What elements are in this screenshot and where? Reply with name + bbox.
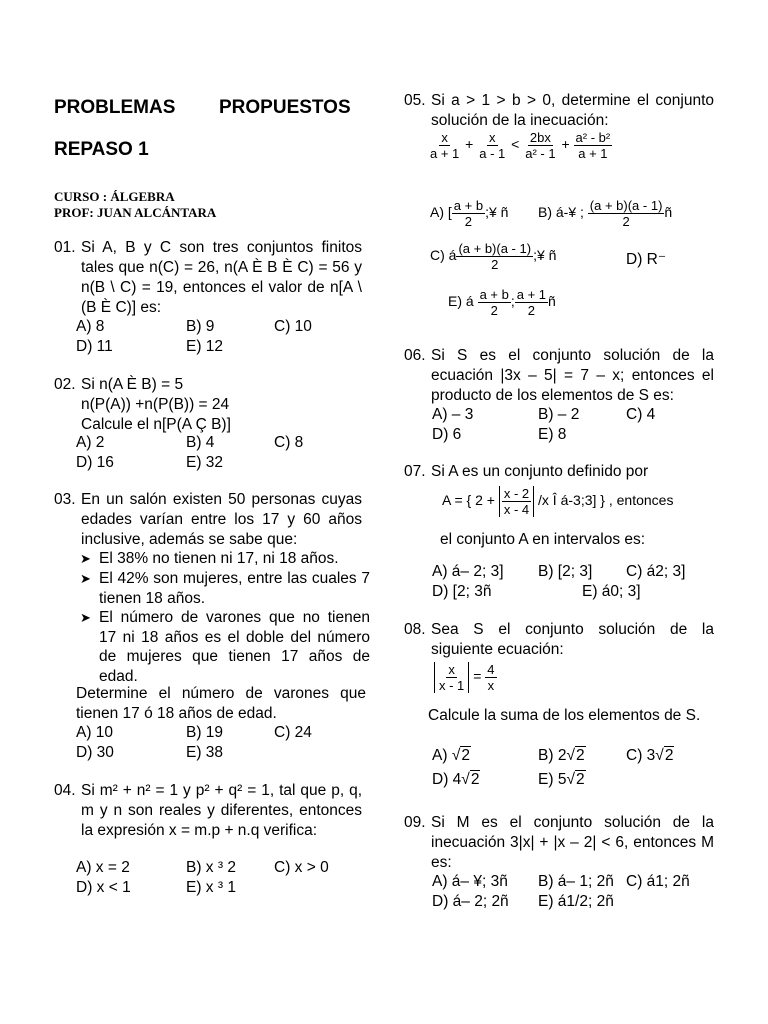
- q03-bullet-1: ➤ El 38% no tienen ni 17, ni 18 años.: [80, 550, 339, 567]
- q05-option-b: B) á-¥ ; $\frac{(a + b)(a - 1)}{2}$ ñ: [538, 198, 673, 229]
- q05-option-c: C) á $\frac{(a + b)(a - 1)}{2}$ ;¥ ñ: [430, 241, 557, 272]
- option-d: D) 30: [76, 744, 114, 761]
- q05-option-a: A) [ $\frac{a + b}{2}$ ;¥ ñ: [430, 198, 509, 229]
- question-05: [404, 91, 714, 131]
- option-e: E) 38: [186, 744, 224, 761]
- q05-inequality: $\frac{x}{a + 1}$ + $\frac{x}{a - 1}$ < $\frac{2bx}{\text{a² - 1}}$ + $\frac{\text{a² - b²}}{a + 1}$: [430, 130, 611, 161]
- question-04: [54, 781, 362, 841]
- option-b: B) 19: [186, 724, 224, 741]
- question-text: Si A es un conjunto definido por: [431, 463, 649, 480]
- q02-line-3: Calcule el n[P(A Ç B)]: [81, 416, 231, 433]
- question-number: 08.: [404, 621, 426, 638]
- q07-set-definition: A = { 2 + $\frac{x - 2}{x - 4}$ /x Î á-3;3] } , entonces: [442, 486, 674, 517]
- option-a: A) – 3: [432, 406, 474, 423]
- q02-line-2: n(P(A)) +n(P(B)) = 24: [81, 396, 230, 413]
- option-b: B) 4: [186, 434, 215, 451]
- option-c: C) x > 0: [274, 859, 329, 876]
- option-c: C) 3√2: [626, 747, 674, 764]
- question-06: [404, 346, 714, 406]
- question-text: Si S es el conjunto solución de la ecuación |3x – 5| = 7 – x; entonces el producto de los elementos de S es:: [431, 347, 714, 404]
- question-text: En un salón existen 50 personas cuyas edades varían entre los 17 y 60 años inclusive, además se sabe que:: [81, 491, 362, 548]
- q03-question: Determine el número de varones que tienen 17 ó 18 años de edad.: [76, 685, 366, 722]
- option-c: C) 8: [274, 434, 304, 451]
- option-b: B) 9: [186, 318, 215, 335]
- question-number: 01.: [54, 239, 76, 256]
- question-text: [81, 375, 362, 435]
- question-text: Si m² + n² = 1 y p² + q² = 1, tal que p, q, m y n son reales y diferentes, entonces la expresión x = m.p + n.q verifica:: [81, 782, 362, 839]
- question-number: 06.: [404, 347, 426, 364]
- arrow-bullet-icon: ➤: [80, 571, 91, 586]
- question-01: [54, 238, 362, 318]
- option-b: B) – 2: [538, 406, 580, 423]
- option-d: D) 16: [76, 454, 114, 471]
- option-e: E) 12: [186, 338, 224, 355]
- question-number: 05.: [404, 92, 426, 109]
- q01-options: [76, 317, 366, 357]
- q05-option-d: D) R⁻: [626, 251, 667, 268]
- option-d: D) 11: [76, 338, 113, 355]
- option-b: B) x ³ 2: [186, 859, 236, 876]
- option-c: C) 10: [274, 318, 312, 335]
- q05-option-e: E) á $\frac{a + b}{2}$ ; $\frac{a + 1}{2}$ ñ: [448, 287, 556, 318]
- option-e: E) á1/2; 2ñ: [538, 893, 614, 910]
- question-text: Si a > 1 > b > 0, determine el conjunto solución de la inecuación:: [431, 92, 714, 129]
- question-number: 03.: [54, 491, 76, 508]
- question-08: [404, 620, 714, 660]
- question-text: Si M es el conjunto solución de la inecuación 3|x| + |x – 2| < 6, entonces M es:: [431, 814, 714, 871]
- option-a: A) á– 2; 3]: [432, 563, 504, 580]
- option-a: A) á– ¥; 3ñ: [432, 873, 508, 890]
- question-02: [54, 375, 362, 435]
- option-d: D) 4√2: [432, 771, 480, 788]
- q03-bullet-2: ➤ El 42% son mujeres, entre las cuales 7 tienen 18 años.: [80, 570, 370, 607]
- professor-label: PROF: JUAN ALCÁNTARA: [54, 205, 217, 220]
- question-number: 07.: [404, 463, 426, 480]
- option-c: C) á1; 2ñ: [626, 873, 690, 890]
- title-problemas: PROBLEMAS: [54, 97, 176, 118]
- option-a: A) 8: [76, 318, 105, 335]
- option-b: B) á– 1; 2ñ: [538, 873, 614, 890]
- q07-text-2: el conjunto A en intervalos es:: [440, 531, 646, 548]
- option-e: E) 32: [186, 454, 224, 471]
- q04-options: [76, 858, 366, 898]
- option-d: D) [2; 3ñ: [432, 583, 492, 600]
- option-e: E) á0; 3]: [582, 583, 641, 600]
- question-text: Sea S el conjunto solución de la siguiente ecuación:: [431, 621, 714, 658]
- option-a: A) x = 2: [76, 859, 130, 876]
- q08-options: [432, 746, 712, 792]
- option-b: B) [2; 3]: [538, 563, 593, 580]
- question-number: 02.: [54, 376, 76, 393]
- q02-line-1: Si n(A È B) = 5: [81, 376, 184, 393]
- option-d: D) á– 2; 2ñ: [432, 893, 509, 910]
- question-number: 04.: [54, 782, 76, 799]
- option-a: A) √2: [432, 747, 470, 764]
- option-e: E) x ³ 1: [186, 879, 236, 896]
- course-label: CURSO : ÁLGEBRA: [54, 189, 175, 204]
- q08-text-2: Calcule la suma de los elementos de S.: [428, 707, 701, 724]
- question-03: [54, 490, 362, 550]
- q08-equation: $\frac{x}{x - 1}$ = $\frac{4}{x}$: [434, 662, 497, 693]
- question-text: Si A, B y C son tres conjuntos finitos tales que n(C) = 26, n(A È B È C) = 56 y n(B \ C) = 19, entonces el valor de n[A \ (B È C)] es:: [81, 239, 362, 316]
- question-09: [404, 813, 714, 873]
- option-a: A) 10: [76, 724, 114, 741]
- question-07: [404, 462, 714, 482]
- q03-options: [76, 723, 366, 763]
- q03-bullet-3: ➤ El número de varones que no tienen 17 ni 18 años es el doble del número de mujeres que tienen 17 años de edad.: [80, 609, 370, 685]
- arrow-bullet-icon: ➤: [80, 610, 91, 625]
- q02-options: [76, 433, 366, 473]
- arrow-bullet-icon: ➤: [80, 551, 91, 566]
- option-c: C) 4: [626, 406, 656, 423]
- q07-options: [432, 562, 712, 602]
- option-e: E) 5√2: [538, 771, 585, 788]
- question-number: 09.: [404, 814, 426, 831]
- option-a: A) 2: [76, 434, 105, 451]
- option-c: C) 24: [274, 724, 312, 741]
- title-repaso: REPASO 1: [54, 139, 149, 160]
- q09-options: [432, 872, 722, 912]
- option-d: D) x < 1: [76, 879, 131, 896]
- q06-options: [432, 405, 712, 445]
- option-c: C) á2; 3]: [626, 563, 686, 580]
- option-e: E) 8: [538, 426, 567, 443]
- option-b: B) 2√2: [538, 747, 585, 764]
- option-d: D) 6: [432, 426, 462, 443]
- title-propuestos: PROPUESTOS: [219, 97, 351, 118]
